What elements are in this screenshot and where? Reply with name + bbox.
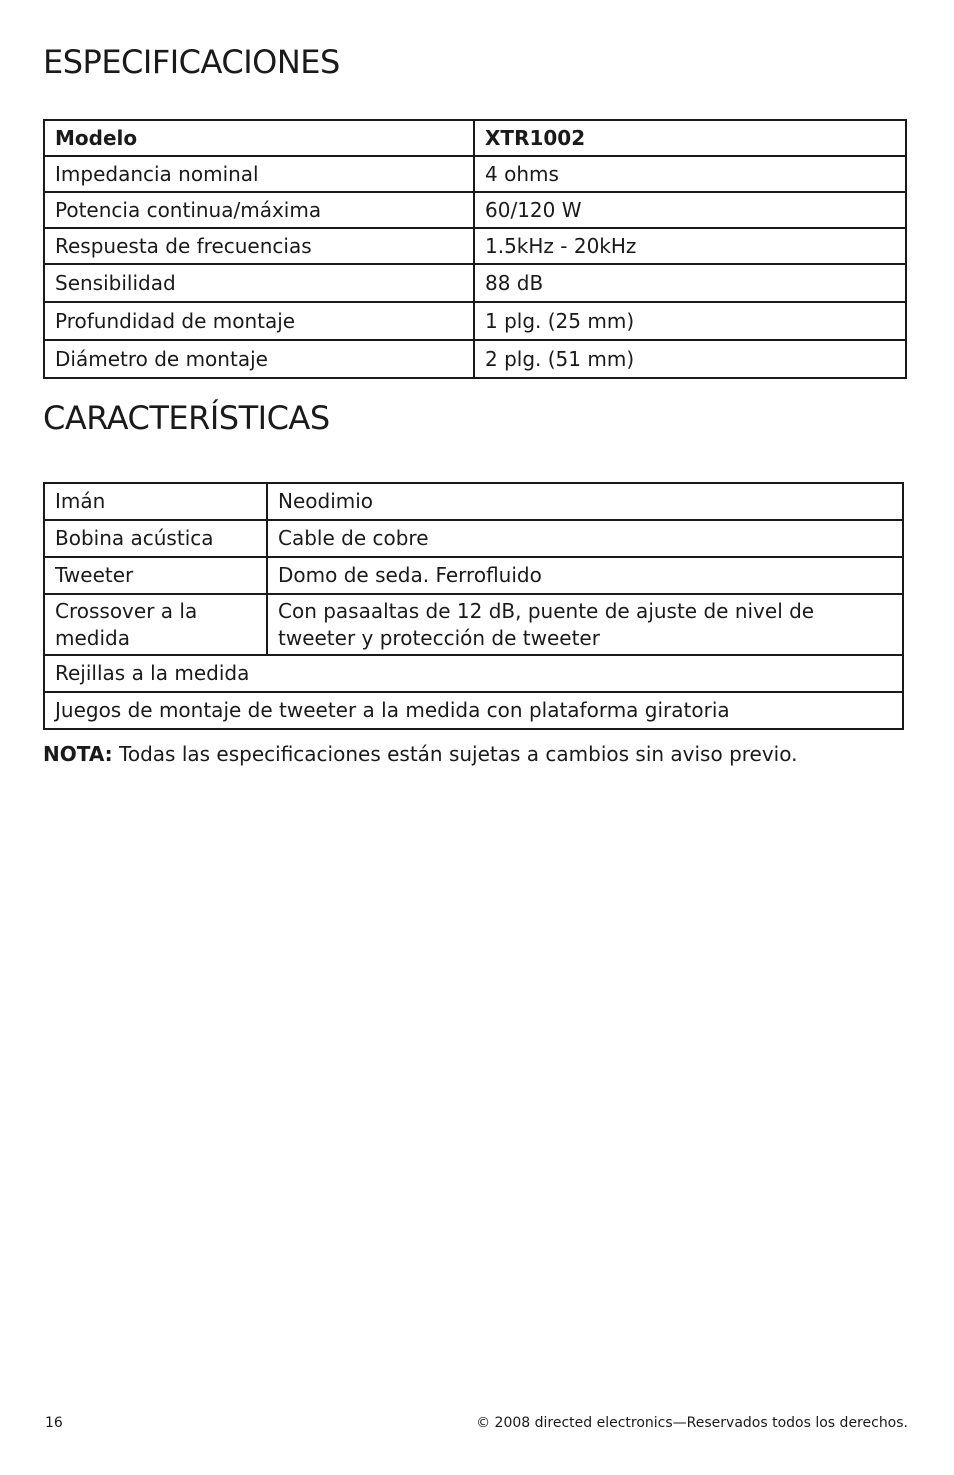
spec-label: Impedancia nominal xyxy=(44,156,474,192)
specifications-table xyxy=(43,119,907,379)
feature-value: Neodimio xyxy=(267,483,903,520)
note-text: Todas las especificaciones están sujetas a cambios sin aviso previo. xyxy=(112,742,798,766)
page-number: 16 xyxy=(45,1415,63,1431)
feature-label: Bobina acústica xyxy=(44,520,267,557)
features-title: CARACTERÍSTICAS xyxy=(43,399,330,437)
table-row xyxy=(44,594,903,655)
specifications-title: ESPECIFICACIONES xyxy=(43,43,340,81)
table-row xyxy=(44,520,903,557)
spec-value: 4 ohms xyxy=(474,156,906,192)
table-row xyxy=(44,302,906,340)
feature-value: Con pasaaltas de 12 dB, puente de ajuste de nivel de tweeter y protección de tweeter xyxy=(267,594,903,655)
spec-label: Respuesta de frecuencias xyxy=(44,228,474,264)
spec-label: Profundidad de montaje xyxy=(44,302,474,340)
spec-value: 1 plg. (25 mm) xyxy=(474,302,906,340)
feature-full-row: Rejillas a la medida xyxy=(44,655,903,692)
table-row xyxy=(44,340,906,378)
feature-value: Domo de seda. Ferrofluido xyxy=(267,557,903,594)
table-row xyxy=(44,264,906,302)
feature-label: Crossover a la medida xyxy=(44,594,267,655)
copyright-notice: © 2008 directed electronics—Reservados todos los derechos. xyxy=(476,1415,908,1431)
table-header-cell: Modelo xyxy=(44,120,474,156)
spec-value: 60/120 W xyxy=(474,192,906,228)
table-header-cell: XTR1002 xyxy=(474,120,906,156)
spec-label: Diámetro de montaje xyxy=(44,340,474,378)
table-row xyxy=(44,228,906,264)
table-row xyxy=(44,692,903,729)
table-row xyxy=(44,483,903,520)
feature-value: Cable de cobre xyxy=(267,520,903,557)
features-table xyxy=(43,482,904,730)
spec-value: 88 dB xyxy=(474,264,906,302)
spec-value: 1.5kHz - 20kHz xyxy=(474,228,906,264)
table-row xyxy=(44,192,906,228)
feature-full-row: Juegos de montaje de tweeter a la medida con plataforma giratoria xyxy=(44,692,903,729)
table-row xyxy=(44,655,903,692)
table-header-row xyxy=(44,120,906,156)
spec-value: 2 plg. (51 mm) xyxy=(474,340,906,378)
spec-label: Sensibilidad xyxy=(44,264,474,302)
spec-label: Potencia continua/máxima xyxy=(44,192,474,228)
table-row xyxy=(44,557,903,594)
feature-label: Imán xyxy=(44,483,267,520)
note-label: NOTA: xyxy=(43,742,113,766)
feature-label: Tweeter xyxy=(44,557,267,594)
note xyxy=(43,741,797,768)
table-row xyxy=(44,156,906,192)
